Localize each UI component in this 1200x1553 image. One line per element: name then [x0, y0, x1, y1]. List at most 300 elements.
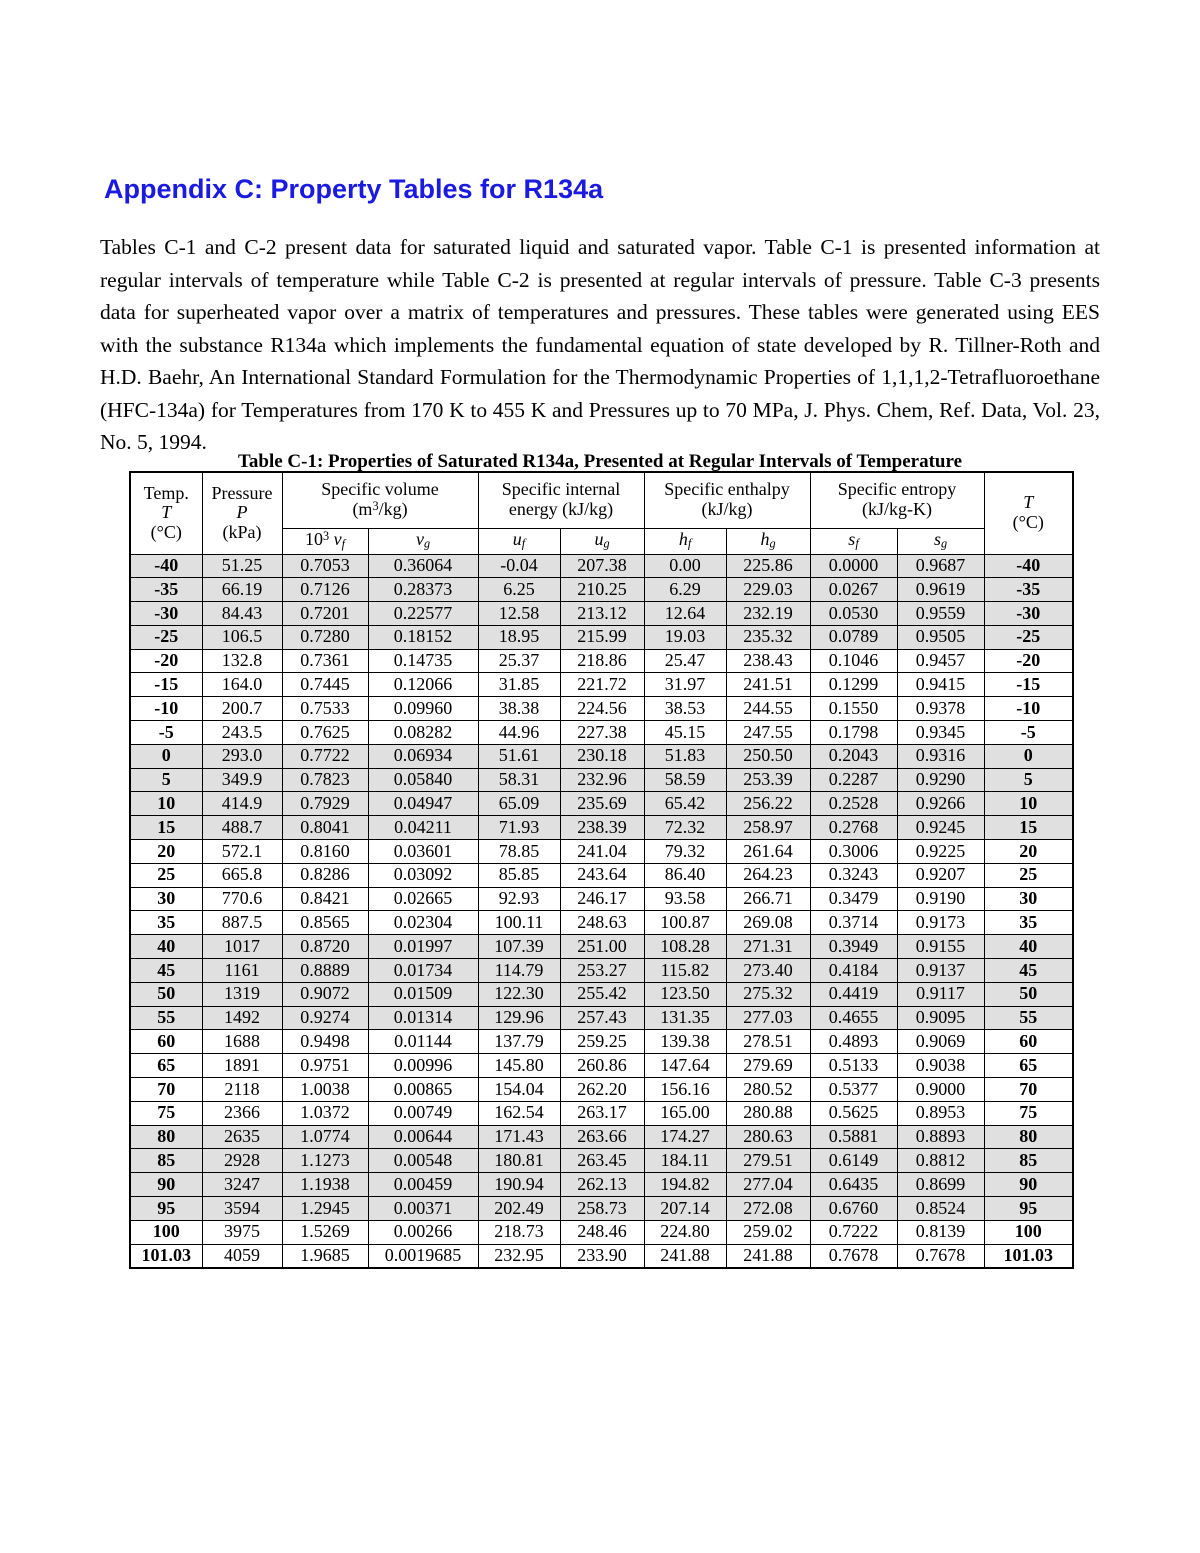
cell-value: 238.43	[726, 649, 810, 673]
table-row	[130, 697, 1073, 721]
cell-value: 0.00749	[368, 1101, 478, 1125]
cell-value: 259.02	[726, 1220, 810, 1244]
cell-value: 0.9225	[897, 840, 984, 864]
cell-value: 0.9498	[282, 1030, 368, 1054]
cell-value: 247.55	[726, 721, 810, 745]
header-symbol-sg: $s_g$	[897, 528, 984, 554]
header-row-group	[130, 472, 1073, 528]
cell-value: 263.66	[560, 1125, 644, 1149]
cell-value: 210.25	[560, 578, 644, 602]
cell-value: 279.51	[726, 1149, 810, 1173]
cell-value: 190.94	[478, 1173, 560, 1197]
saturated-r134a-table	[129, 471, 1074, 1269]
cell-value: 272.08	[726, 1197, 810, 1221]
cell-value: 0.00865	[368, 1078, 478, 1102]
cell-temperature-right: 70	[984, 1078, 1073, 1102]
cell-value: 232.95	[478, 1244, 560, 1268]
table-header	[130, 472, 1073, 554]
cell-value: 85.85	[478, 863, 560, 887]
cell-value: 38.38	[478, 697, 560, 721]
cell-value: 264.23	[726, 863, 810, 887]
cell-value: 280.63	[726, 1125, 810, 1149]
cell-value: 0.9415	[897, 673, 984, 697]
cell-value: 0.9378	[897, 697, 984, 721]
cell-value: 238.39	[560, 816, 644, 840]
cell-value: 275.32	[726, 982, 810, 1006]
cell-value: 225.86	[726, 554, 810, 578]
cell-value: 0.3949	[810, 935, 897, 959]
cell-temperature-right: 0	[984, 744, 1073, 768]
cell-temperature-left: 50	[130, 982, 202, 1006]
cell-temperature-right: -30	[984, 602, 1073, 626]
cell-temperature-left: 75	[130, 1101, 202, 1125]
cell-value: 224.56	[560, 697, 644, 721]
cell-value: 1688	[202, 1030, 282, 1054]
table-row	[130, 1030, 1073, 1054]
cell-value: 0.9190	[897, 887, 984, 911]
cell-value: 86.40	[644, 863, 726, 887]
cell-value: 0.7201	[282, 602, 368, 626]
header-specific-volume-label: Specific volume	[321, 479, 439, 500]
cell-value: 0.01314	[368, 1006, 478, 1030]
cell-value: 164.0	[202, 673, 282, 697]
cell-value: 0.8421	[282, 887, 368, 911]
cell-value: 0.9069	[897, 1030, 984, 1054]
cell-temperature-right: -10	[984, 697, 1073, 721]
cell-value: 0.8565	[282, 911, 368, 935]
cell-value: 106.5	[202, 625, 282, 649]
cell-value: 0.00996	[368, 1054, 478, 1078]
cell-value: 0.09960	[368, 697, 478, 721]
cell-value: 6.29	[644, 578, 726, 602]
cell-value: 0.00266	[368, 1220, 478, 1244]
cell-temperature-left: 15	[130, 816, 202, 840]
cell-value: 1492	[202, 1006, 282, 1030]
table-row	[130, 1173, 1073, 1197]
table-row	[130, 887, 1073, 911]
cell-value: 0.18152	[368, 625, 478, 649]
cell-temperature-left: -40	[130, 554, 202, 578]
cell-value: 0.00371	[368, 1197, 478, 1221]
table-row	[130, 792, 1073, 816]
table-row	[130, 649, 1073, 673]
cell-value: 0.3479	[810, 887, 897, 911]
cell-value: 253.27	[560, 959, 644, 983]
cell-value: 1.1938	[282, 1173, 368, 1197]
header-pressure-unit: (kPa)	[222, 522, 262, 543]
cell-temperature-right: 40	[984, 935, 1073, 959]
cell-value: 1161	[202, 959, 282, 983]
cell-value: 12.64	[644, 602, 726, 626]
cell-value: 19.03	[644, 625, 726, 649]
cell-value: 0.8699	[897, 1173, 984, 1197]
cell-value: 1.0372	[282, 1101, 368, 1125]
header-specific-enthalpy	[644, 472, 810, 528]
table-row	[130, 982, 1073, 1006]
cell-temperature-left: 101.03	[130, 1244, 202, 1268]
cell-temperature-right: 25	[984, 863, 1073, 887]
cell-value: 122.30	[478, 982, 560, 1006]
cell-value: 243.5	[202, 721, 282, 745]
cell-value: 0.7126	[282, 578, 368, 602]
cell-value: 0.05840	[368, 768, 478, 792]
cell-temperature-right: 100	[984, 1220, 1073, 1244]
cell-value: 0.5133	[810, 1054, 897, 1078]
cell-value: 58.59	[644, 768, 726, 792]
cell-value: 0.01144	[368, 1030, 478, 1054]
cell-value: 12.58	[478, 602, 560, 626]
cell-value: 218.73	[478, 1220, 560, 1244]
cell-value: 1.0038	[282, 1078, 368, 1102]
header-specific-volume-unit: $(m^3/kg)$	[352, 499, 408, 520]
cell-temperature-right: 45	[984, 959, 1073, 983]
header-temp-symbol: T	[161, 502, 172, 523]
cell-value: 100.11	[478, 911, 560, 935]
header-temp	[130, 472, 202, 554]
cell-value: 139.38	[644, 1030, 726, 1054]
cell-value: 0.9751	[282, 1054, 368, 1078]
cell-value: 770.6	[202, 887, 282, 911]
cell-value: 31.97	[644, 673, 726, 697]
cell-value: 25.47	[644, 649, 726, 673]
cell-temperature-right: 50	[984, 982, 1073, 1006]
cell-value: 108.28	[644, 935, 726, 959]
cell-value: 0.14735	[368, 649, 478, 673]
table-row	[130, 1006, 1073, 1030]
cell-value: 241.88	[726, 1244, 810, 1268]
header-specific-entropy	[810, 472, 984, 528]
table-row	[130, 863, 1073, 887]
cell-value: 0.9137	[897, 959, 984, 983]
cell-value: 0.9207	[897, 863, 984, 887]
cell-value: 250.50	[726, 744, 810, 768]
cell-value: 38.53	[644, 697, 726, 721]
header-entropy-label: Specific entropy	[837, 479, 957, 500]
cell-value: 0.0000	[810, 554, 897, 578]
cell-value: 0.6760	[810, 1197, 897, 1221]
header-temp-unit: (°C)	[150, 522, 182, 543]
cell-temperature-right: 5	[984, 768, 1073, 792]
cell-temperature-left: -10	[130, 697, 202, 721]
table-caption: Table C-1: Properties of Saturated R134a, Presented at Regular Intervals of Temperature	[237, 451, 963, 472]
header-internal-energy-line1: Specific internal	[501, 479, 621, 500]
cell-value: 0.9155	[897, 935, 984, 959]
cell-temperature-left: -30	[130, 602, 202, 626]
cell-temperature-left: 60	[130, 1030, 202, 1054]
cell-value: 0.9117	[897, 982, 984, 1006]
cell-value: 0.36064	[368, 554, 478, 578]
cell-temperature-right: -35	[984, 578, 1073, 602]
cell-value: 78.85	[478, 840, 560, 864]
cell-value: 260.86	[560, 1054, 644, 1078]
cell-value: 258.97	[726, 816, 810, 840]
cell-value: 262.20	[560, 1078, 644, 1102]
cell-temperature-left: 85	[130, 1149, 202, 1173]
cell-temperature-left: 100	[130, 1220, 202, 1244]
cell-value: 207.38	[560, 554, 644, 578]
cell-value: 147.64	[644, 1054, 726, 1078]
cell-value: 65.42	[644, 792, 726, 816]
cell-value: 51.25	[202, 554, 282, 578]
cell-value: 269.08	[726, 911, 810, 935]
table-row	[130, 935, 1073, 959]
cell-value: 4059	[202, 1244, 282, 1268]
cell-value: 93.58	[644, 887, 726, 911]
cell-value: 0.9290	[897, 768, 984, 792]
header-entropy-unit: (kJ/kg-K)	[862, 499, 933, 520]
cell-value: 180.81	[478, 1149, 560, 1173]
cell-value: 0.4184	[810, 959, 897, 983]
cell-value: 31.85	[478, 673, 560, 697]
cell-temperature-left: 35	[130, 911, 202, 935]
cell-value: 259.25	[560, 1030, 644, 1054]
table-container	[129, 471, 1072, 1269]
table-row	[130, 1078, 1073, 1102]
header-symbol-uf: $u_f$	[478, 528, 560, 554]
cell-temperature-left: -20	[130, 649, 202, 673]
cell-temperature-left: -15	[130, 673, 202, 697]
cell-value: 0.00459	[368, 1173, 478, 1197]
intro-paragraph: Tables C-1 and C-2 present data for saturated liquid and saturated vapor. Table C-1 is presented information at regular intervals of temperature while Table C-2 is presented at regular intervals of pressure. Table C-3 presents data for superheated vapor over a matrix of temperatures and pressures. These tables were generated using EES with the substance R134a which implements the fundamental equation of state developed by R. Tillner-Roth and H.D. Baehr, An International Standard Formulation for the Thermodynamic Properties of 1,1,1,2-Tetrafluoroethane (HFC-134a) for Temperatures from 170 K to 455 K and Pressures up to 70 MPa, J. Phys. Chem, Ref. Data, Vol. 23, No. 5, 1994.	[100, 235, 1100, 454]
cell-temperature-left: 25	[130, 863, 202, 887]
cell-temperature-right: -40	[984, 554, 1073, 578]
cell-value: 257.43	[560, 1006, 644, 1030]
cell-value: 243.64	[560, 863, 644, 887]
cell-value: 0.22577	[368, 602, 478, 626]
cell-value: 258.73	[560, 1197, 644, 1221]
cell-temperature-right: 65	[984, 1054, 1073, 1078]
cell-value: 0.9559	[897, 602, 984, 626]
cell-temperature-left: -5	[130, 721, 202, 745]
cell-value: 262.13	[560, 1173, 644, 1197]
cell-temperature-right: 90	[984, 1173, 1073, 1197]
cell-value: 0.01509	[368, 982, 478, 1006]
intro-paragraph-block	[100, 231, 1100, 459]
cell-value: 2118	[202, 1078, 282, 1102]
cell-value: 1.0774	[282, 1125, 368, 1149]
cell-value: 0.9687	[897, 554, 984, 578]
cell-value: 241.51	[726, 673, 810, 697]
cell-value: 1.2945	[282, 1197, 368, 1221]
cell-value: 92.93	[478, 887, 560, 911]
cell-value: 0.4419	[810, 982, 897, 1006]
cell-value: 131.35	[644, 1006, 726, 1030]
header-pressure-line1: Pressure	[211, 482, 273, 503]
cell-value: 261.64	[726, 840, 810, 864]
cell-value: 156.16	[644, 1078, 726, 1102]
table-row	[130, 744, 1073, 768]
cell-temperature-right: 35	[984, 911, 1073, 935]
cell-temperature-left: 55	[130, 1006, 202, 1030]
cell-value: 271.31	[726, 935, 810, 959]
cell-value: 0.2043	[810, 744, 897, 768]
cell-value: 0.00644	[368, 1125, 478, 1149]
cell-value: 0.02304	[368, 911, 478, 935]
cell-value: 0.7361	[282, 649, 368, 673]
cell-value: 0.7053	[282, 554, 368, 578]
cell-value: 6.25	[478, 578, 560, 602]
cell-value: 3975	[202, 1220, 282, 1244]
cell-temperature-right: -15	[984, 673, 1073, 697]
cell-value: 215.99	[560, 625, 644, 649]
cell-value: 0.5377	[810, 1078, 897, 1102]
cell-value: 0.9274	[282, 1006, 368, 1030]
cell-value: 0.8524	[897, 1197, 984, 1221]
cell-value: 0.7445	[282, 673, 368, 697]
header-pressure-symbol: P	[236, 502, 248, 523]
cell-value: 0.8953	[897, 1101, 984, 1125]
cell-value: 1.1273	[282, 1149, 368, 1173]
cell-value: 235.69	[560, 792, 644, 816]
cell-temperature-left: 95	[130, 1197, 202, 1221]
cell-value: 279.69	[726, 1054, 810, 1078]
cell-value: 154.04	[478, 1078, 560, 1102]
cell-value: 0.6435	[810, 1173, 897, 1197]
cell-value: 0.04211	[368, 816, 478, 840]
cell-value: 0.9619	[897, 578, 984, 602]
cell-value: 263.45	[560, 1149, 644, 1173]
cell-value: 0.9457	[897, 649, 984, 673]
cell-value: 0.01997	[368, 935, 478, 959]
cell-value: 58.31	[478, 768, 560, 792]
cell-value: 0.9038	[897, 1054, 984, 1078]
cell-value: 246.17	[560, 887, 644, 911]
cell-value: 0.9316	[897, 744, 984, 768]
cell-value: 0.06934	[368, 744, 478, 768]
cell-value: 2366	[202, 1101, 282, 1125]
cell-value: 0.5625	[810, 1101, 897, 1125]
cell-value: 1017	[202, 935, 282, 959]
cell-value: 0.3243	[810, 863, 897, 887]
header-temp-right-symbol: T	[1023, 492, 1034, 513]
cell-value: 0.9000	[897, 1078, 984, 1102]
cell-value: 224.80	[644, 1220, 726, 1244]
header-enthalpy-label: Specific enthalpy	[664, 479, 790, 500]
cell-value: 349.9	[202, 768, 282, 792]
table-row	[130, 602, 1073, 626]
cell-value: 0.9345	[897, 721, 984, 745]
cell-value: 0.28373	[368, 578, 478, 602]
cell-value: 244.55	[726, 697, 810, 721]
table-row	[130, 554, 1073, 578]
cell-value: 251.00	[560, 935, 644, 959]
header-specific-volume	[282, 472, 478, 528]
header-symbol-vf: $10^3$ $v_f$	[282, 528, 368, 554]
cell-value: 0.9505	[897, 625, 984, 649]
table-row	[130, 673, 1073, 697]
cell-value: 45.15	[644, 721, 726, 745]
cell-value: 3247	[202, 1173, 282, 1197]
table-row	[130, 578, 1073, 602]
cell-value: 887.5	[202, 911, 282, 935]
table-row	[130, 911, 1073, 935]
cell-value: 107.39	[478, 935, 560, 959]
header-symbol-sf: $s_f$	[810, 528, 897, 554]
cell-value: 255.42	[560, 982, 644, 1006]
cell-temperature-right: 101.03	[984, 1244, 1073, 1268]
cell-value: 0.5881	[810, 1125, 897, 1149]
cell-temperature-left: 30	[130, 887, 202, 911]
table-row	[130, 816, 1073, 840]
cell-value: 0.2528	[810, 792, 897, 816]
cell-value: 0.0530	[810, 602, 897, 626]
cell-value: 213.12	[560, 602, 644, 626]
cell-value: 0.9245	[897, 816, 984, 840]
cell-value: 0.9095	[897, 1006, 984, 1030]
cell-value: 72.32	[644, 816, 726, 840]
table-row	[130, 1220, 1073, 1244]
cell-value: 227.38	[560, 721, 644, 745]
table-body	[130, 554, 1073, 1268]
cell-value: 0.8160	[282, 840, 368, 864]
cell-value: 0.7722	[282, 744, 368, 768]
cell-value: 572.1	[202, 840, 282, 864]
cell-value: 229.03	[726, 578, 810, 602]
cell-temperature-right: 80	[984, 1125, 1073, 1149]
cell-value: 1891	[202, 1054, 282, 1078]
table-row	[130, 625, 1073, 649]
cell-value: 277.04	[726, 1173, 810, 1197]
cell-value: 0.8812	[897, 1149, 984, 1173]
table-row	[130, 768, 1073, 792]
cell-value: 241.04	[560, 840, 644, 864]
cell-value: 0.7280	[282, 625, 368, 649]
cell-value: 293.0	[202, 744, 282, 768]
cell-value: 277.03	[726, 1006, 810, 1030]
cell-temperature-left: 0	[130, 744, 202, 768]
cell-value: 1319	[202, 982, 282, 1006]
cell-value: 0.9173	[897, 911, 984, 935]
table-row	[130, 1054, 1073, 1078]
cell-value: 165.00	[644, 1101, 726, 1125]
cell-value: 3594	[202, 1197, 282, 1221]
cell-value: 123.50	[644, 982, 726, 1006]
cell-value: 0.8286	[282, 863, 368, 887]
cell-value: 0.04947	[368, 792, 478, 816]
cell-value: 79.32	[644, 840, 726, 864]
cell-value: 0.7929	[282, 792, 368, 816]
cell-temperature-right: 20	[984, 840, 1073, 864]
header-symbol-hf: $h_f$	[644, 528, 726, 554]
cell-value: 0.6149	[810, 1149, 897, 1173]
cell-value: 0.7625	[282, 721, 368, 745]
cell-value: 0.8720	[282, 935, 368, 959]
cell-value: 0.0789	[810, 625, 897, 649]
header-specific-internal-energy	[478, 472, 644, 528]
header-pressure	[202, 472, 282, 554]
cell-value: 241.88	[644, 1244, 726, 1268]
cell-temperature-left: 40	[130, 935, 202, 959]
table-row	[130, 840, 1073, 864]
cell-value: 273.40	[726, 959, 810, 983]
cell-value: 0.8139	[897, 1220, 984, 1244]
table-row	[130, 959, 1073, 983]
cell-value: 0.0019685	[368, 1244, 478, 1268]
cell-temperature-left: 65	[130, 1054, 202, 1078]
cell-temperature-right: 95	[984, 1197, 1073, 1221]
header-temp-line1: Temp.	[143, 482, 189, 503]
cell-value: 162.54	[478, 1101, 560, 1125]
cell-value: 0.9266	[897, 792, 984, 816]
cell-value: 0.1299	[810, 673, 897, 697]
cell-value: 256.22	[726, 792, 810, 816]
cell-value: 194.82	[644, 1173, 726, 1197]
table-row	[130, 1244, 1073, 1268]
cell-value: 0.1798	[810, 721, 897, 745]
cell-temperature-right: 85	[984, 1149, 1073, 1173]
cell-temperature-left: 45	[130, 959, 202, 983]
cell-temperature-right: -20	[984, 649, 1073, 673]
